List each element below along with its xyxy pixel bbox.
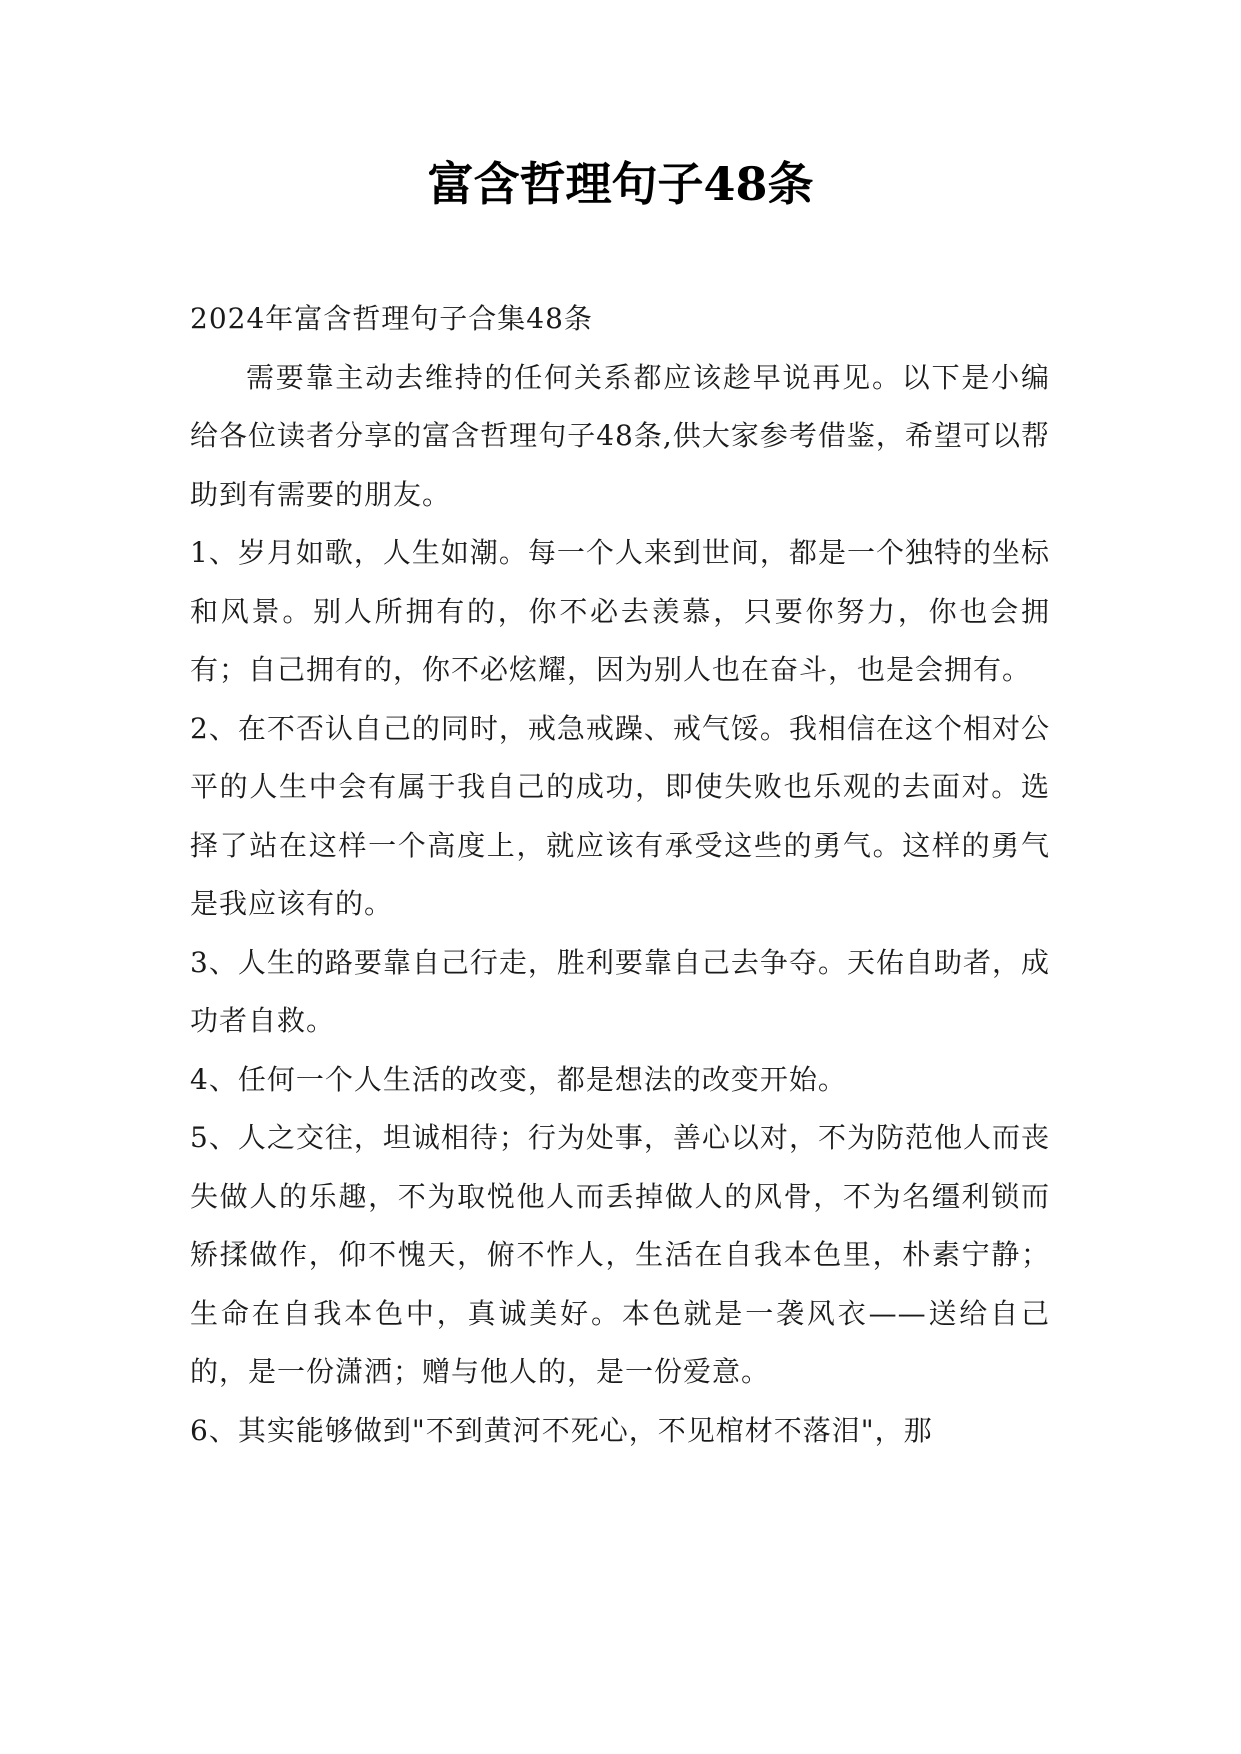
quote-item-5: 5、人之交往，坦诚相待；行为处事，善心以对，不为防范他人而丧失做人的乐趣，不为取悦他人而丢掉做人的风骨，不为名缰利锁而矫揉做作，仰不愧天，俯不怍人，生活在自我本色里，朴素宁静；生命在自我本色中，真诚美好。本色就是一袭风衣——送给自己的，是一份潇洒；赠与他人的，是一份爱意。 xyxy=(190,1121,1050,1388)
quote-item-6: 6、其实能够做到"不到黄河不死心，不见棺材不落泪"，那 xyxy=(190,1413,933,1447)
document-subtitle: 2024年富含哲理句子合集48条 xyxy=(190,302,593,335)
quote-item-4: 4、任何一个人生活的改变，都是想法的改变开始。 xyxy=(190,1062,847,1096)
document-body xyxy=(190,290,1050,1460)
intro-paragraph: 需要靠主动去维持的任何关系都应该趁早说再见。以下是小编给各位读者分享的富含哲理句子48条,供大家参考借鉴，希望可以帮助到有需要的朋友。 xyxy=(190,360,1050,511)
quote-item-1: 1、岁月如歌，人生如潮。每一个人来到世间，都是一个独特的坐标和风景。别人所拥有的，你不必去羡慕，只要你努力，你也会拥有；自己拥有的，你不必炫耀，因为别人也在奋斗，也是会拥有。 xyxy=(190,536,1050,686)
quote-item-3: 3、人生的路要靠自己行走，胜利要靠自己去争夺。天佑自助者，成功者自救。 xyxy=(190,945,1050,1037)
quote-item-2: 2、在不否认自己的同时，戒急戒躁、戒气馁。我相信在这个相对公平的人生中会有属于我自己的成功，即使失败也乐观的去面对。选择了站在这样一个高度上，就应该有承受这些的勇气。这样的勇气是我应该有的。 xyxy=(190,711,1050,920)
document-title: 富含哲理句子48条 xyxy=(427,157,814,211)
